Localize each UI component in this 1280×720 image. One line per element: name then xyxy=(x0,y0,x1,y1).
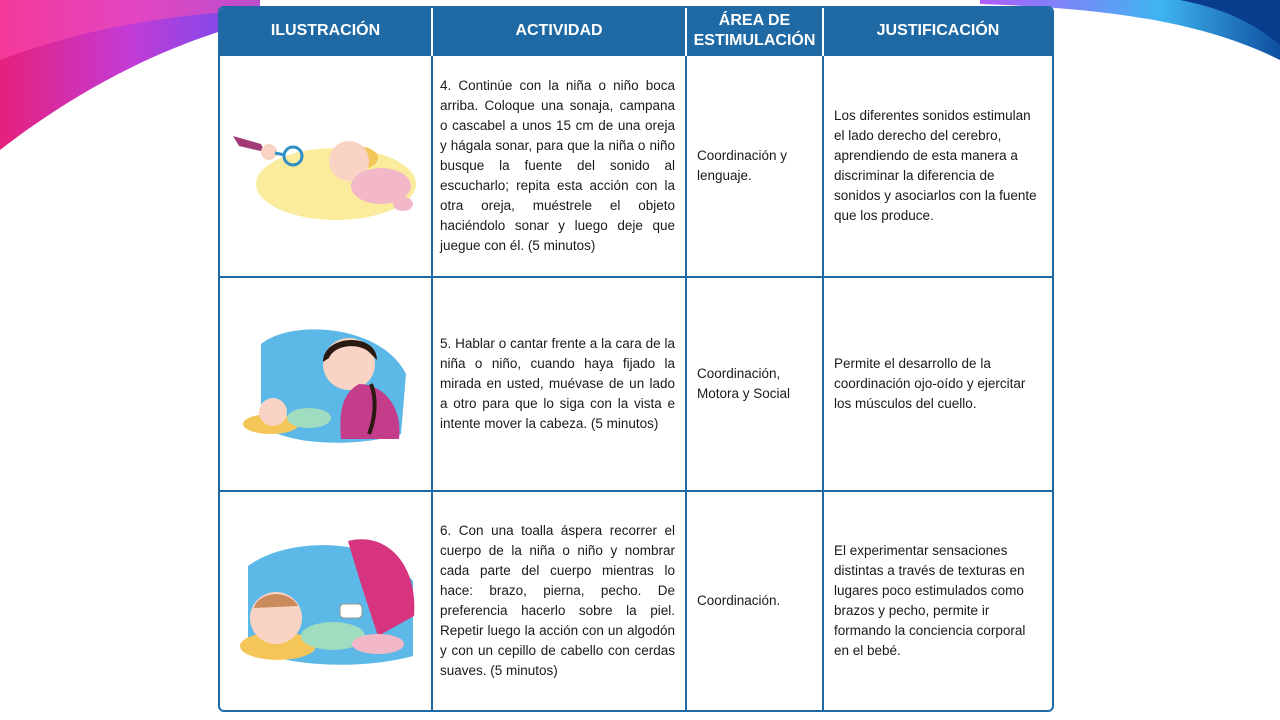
area-cell: Coordinación, Motora y Social xyxy=(686,277,823,491)
justification-cell: El experimentar sensaciones distintas a través de texturas en lugares poco estimulados como brazos y pecho, permite ir formando la conciencia corporal en el bebé. xyxy=(823,491,1052,710)
header-illustration: ILUSTRACIÓN xyxy=(220,8,432,55)
illustration-cell xyxy=(220,55,432,277)
activity-cell: 5. Hablar o cantar frente a la cara de la niña o niño, cuando haya fijado la mirada en usted, muévase de un lado a otro para que lo siga con la vista e intente mover la cabeza. (5 minutos) xyxy=(432,277,686,491)
area-cell: Coordinación. xyxy=(686,491,823,710)
baby-with-rattle-illustration xyxy=(231,106,421,226)
table-header-row xyxy=(220,8,1052,55)
mother-talking-to-baby-illustration xyxy=(231,314,421,454)
justification-cell: Permite el desarrollo de la coordinación ojo-oído y ejercitar los músculos del cuello. xyxy=(823,277,1052,491)
justification-cell: Los diferentes sonidos estimulan el lado derecho del cerebro, aprendiendo de esta manera a discriminar la diferencia de sonidos y asociarlos con la fuente que los produce. xyxy=(823,55,1052,277)
towel-rubbing-baby-illustration xyxy=(228,526,423,676)
activity-cell: 4. Continúe con la niña o niño boca arriba. Coloque una sonaja, campana o cascabel a unos 15 cm de una oreja y hágala sonar, para que la niña o niño busque la fuente del sonido al escucharlo; repita esta acción con la otra oreja, muéstrele el objeto haciéndolo sonar y luego deje que juegue con él. (5 minutos) xyxy=(432,55,686,277)
illustration-cell xyxy=(220,277,432,491)
header-activity: ACTIVIDAD xyxy=(432,8,686,55)
table-row xyxy=(220,277,1052,491)
header-justification: JUSTIFICACIÓN xyxy=(823,8,1052,55)
table-row xyxy=(220,491,1052,710)
illustration-cell xyxy=(220,491,432,710)
stimulation-table xyxy=(218,6,1054,712)
header-area: ÁREA DE ESTIMULACIÓN xyxy=(686,8,823,55)
area-cell: Coordinación y lenguaje. xyxy=(686,55,823,277)
activity-cell: 6. Con una toalla áspera recorrer el cuerpo de la niña o niño y nombrar cada parte del cuerpo mientras lo hace: brazo, pierna, pecho. De preferencia hacerlo sobre la piel. Repetir luego la acción con un algodón y con un cepillo de cabello con cerdas suaves. (5 minutos) xyxy=(432,491,686,710)
table-row xyxy=(220,55,1052,277)
